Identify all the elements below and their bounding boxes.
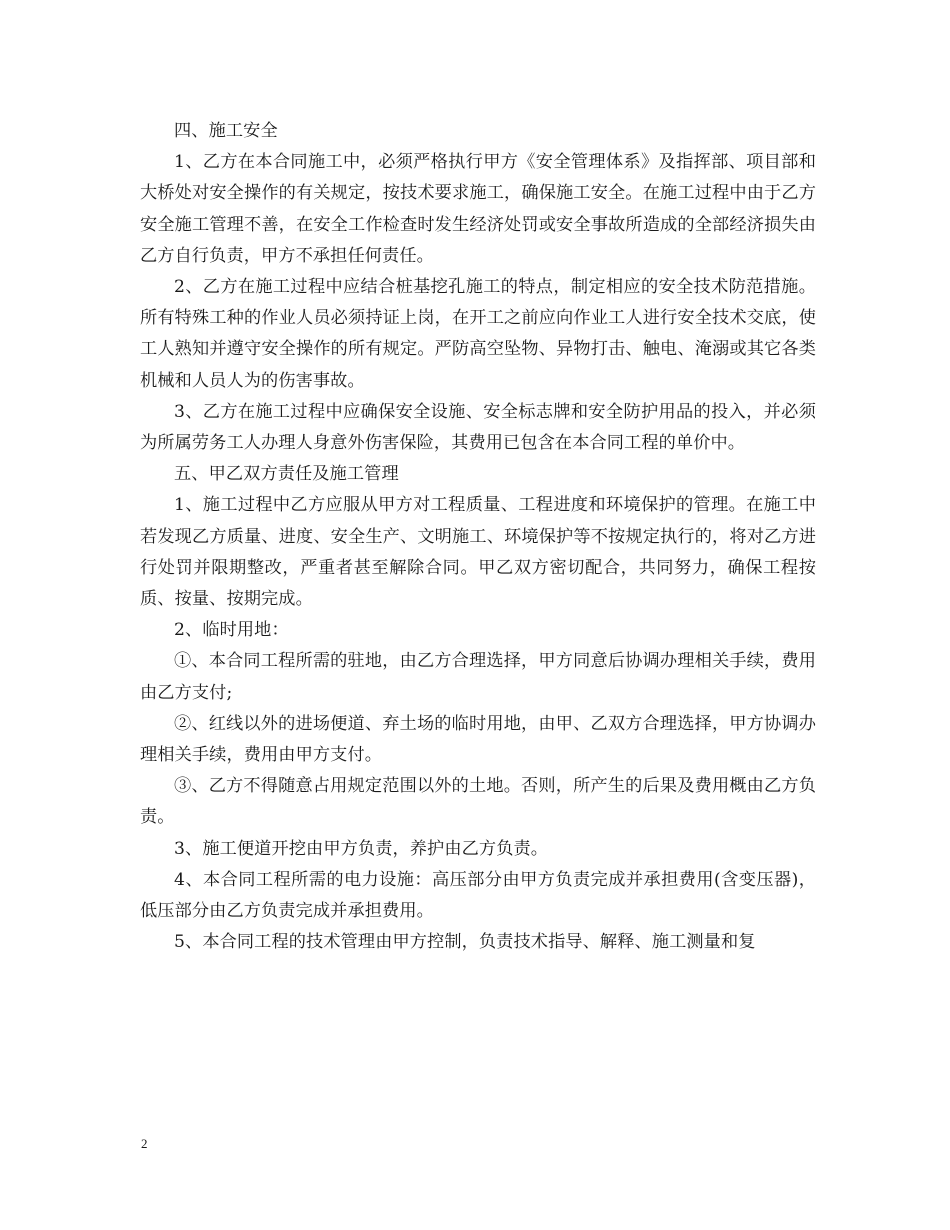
page-number: 2 <box>141 1136 148 1151</box>
paragraph-land-item-2: ②、红线以外的进场便道、弃土场的临时用地，由甲、乙双方合理选择，甲方协调办理相关手续，费用由甲方支付。 <box>140 713 816 766</box>
paragraph-safety-clause-1: 1、乙方在本合同施工中，必须严格执行甲方《安全管理体系》及指挥部、项目部和大桥处对安全操作的有关规定，按技术要求施工，确保施工安全。在施工过程中由于乙方安全施工管理不善，在安全工作检查时发生经济处罚或安全事故所造成的全部经济损失由乙方自行负责，甲方不承担任何责任。 <box>140 152 816 266</box>
paragraph-management-clause-4: 4、本合同工程所需的电力设施：高压部分由甲方负责完成并承担费用(含变压器)，低压部分由乙方负责完成并承担费用。 <box>140 869 816 922</box>
paragraph-land-item-3: ③、乙方不得随意占用规定范围以外的土地。否则，所产生的后果及费用概由乙方负责。 <box>140 776 816 828</box>
paragraph-management-clause-5: 5、本合同工程的技术管理由甲方控制，负责技术指导、解释、施工测量和复 <box>174 932 756 953</box>
section-heading-construction-safety: 四、施工安全 <box>174 121 278 141</box>
paragraph-management-clause-1: 1、施工过程中乙方应服从甲方对工程质量、工程进度和环境保护的管理。在施工中若发现乙方质量、进度、安全生产、文明施工、环境保护等不按规定执行的，将对乙方进行处罚并限期整改，严重者甚至解除合同。甲乙双方密切配合，共同努力，确保工程按质、按量、按期完成。 <box>140 495 816 610</box>
paragraph-safety-clause-3: 3、乙方在施工过程中应确保安全设施、安全标志牌和安全防护用品的投入，并必须为所属劳务工人办理人身意外伤害保险，其费用已包含在本合同工程的单价中。 <box>140 401 816 454</box>
section-heading-responsibilities: 五、甲乙双方责任及施工管理 <box>174 464 399 485</box>
paragraph-safety-clause-2: 2、乙方在施工过程中应结合桩基挖孔施工的特点，制定相应的安全技术防范措施。所有特殊工种的作业人员必须持证上岗，在开工之前应向作业工人进行安全技术交底，使工人熟知并遵守安全操作的所有规定。严防高空坠物、异物打击、触电、淹溺或其它各类机械和人员人为的伤害事故。 <box>140 277 816 391</box>
paragraph-management-clause-3: 3、施工便道开挖由甲方负责，养护由乙方负责。 <box>174 838 549 859</box>
document-body <box>140 116 816 958</box>
paragraph-land-item-1: ①、本合同工程所需的驻地，由乙方合理选择，甲方同意后协调办理相关手续，费用由乙方支付; <box>140 651 816 703</box>
paragraph-temporary-land-heading: 2、临时用地： <box>174 620 289 641</box>
